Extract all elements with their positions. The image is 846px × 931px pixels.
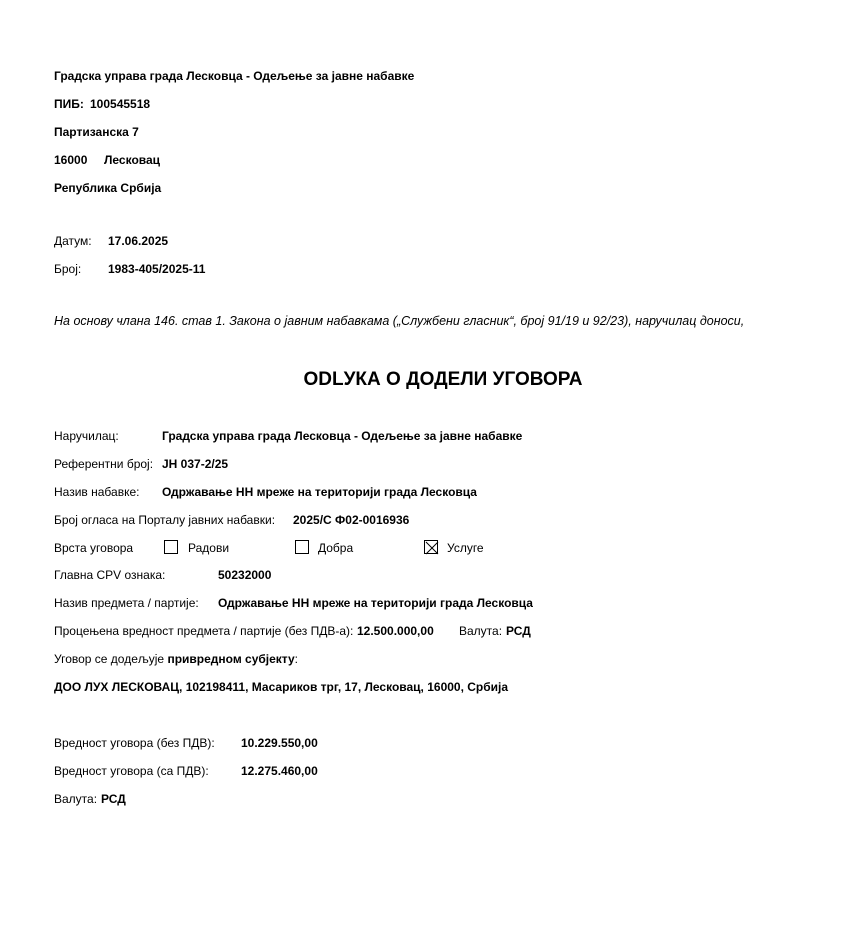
services-label: Услуге xyxy=(447,541,484,555)
estimate-label: Процењена вредност предмета / партије (без ПДВ-а): xyxy=(54,624,354,638)
final-currency-label: Валута: xyxy=(54,792,98,806)
subject-label: Назив предмета / партије: xyxy=(54,596,199,610)
goods-checkbox[interactable] xyxy=(295,540,309,554)
date-label: Датум: xyxy=(54,234,92,248)
ref-value: ЈН 037-2/25 xyxy=(162,457,229,471)
currency-label: Валута: xyxy=(459,624,503,638)
currency-value: РСД xyxy=(506,624,531,638)
org-pib: 100545518 xyxy=(90,97,151,111)
awarded-suffix: : xyxy=(294,652,299,666)
ref-label: Референтни број: xyxy=(54,457,154,471)
number-value: 1983-405/2025-11 xyxy=(108,262,206,276)
cpv-label: Главна CPV ознака: xyxy=(54,568,166,582)
org-country: Република Србија xyxy=(54,181,162,195)
works-label: Радови xyxy=(188,541,230,555)
org-zip: 16000 xyxy=(54,153,88,167)
awarded-bold: привредном субјекту xyxy=(167,652,295,666)
page-title: ODLУКА О ДОДЕЛИ УГОВОРА xyxy=(303,369,583,390)
final-currency-value: РСД xyxy=(101,792,126,806)
org-name: Градска управа града Лесковца - Одељење за јавне набавке xyxy=(54,69,415,83)
procurement-name-label: Назив набавке: xyxy=(54,485,140,499)
works-checkbox[interactable] xyxy=(164,540,178,554)
goods-label: Добра xyxy=(318,541,354,555)
winner-value: ДОО ЛУХ ЛЕСКОВАЦ, 102198411, Масариков трг, 17, Лесковац, 16000, Србија xyxy=(54,680,509,694)
buyer-value: Градска управа града Лесковца - Одељење за јавне набавке xyxy=(162,429,523,443)
estimate-value: 12.500.000,00 xyxy=(357,624,434,638)
contract-type-label: Врста уговора xyxy=(54,541,134,555)
awarded-prefix: Уговор се додељује xyxy=(54,652,165,666)
procurement-name-value: Одржавање НН мреже на територији града Лесковца xyxy=(162,485,477,499)
buyer-label: Наручилац: xyxy=(54,429,119,443)
date-value: 17.06.2025 xyxy=(108,234,169,248)
services-checkbox[interactable] xyxy=(424,540,438,554)
notice-label: Број огласа на Порталу јавних набавки: xyxy=(54,513,276,527)
awarded-line xyxy=(54,652,298,666)
cpv-value: 50232000 xyxy=(218,568,272,582)
value-excl: 10.229.550,00 xyxy=(241,736,318,750)
org-city: Лесковац xyxy=(104,153,161,167)
subject-value: Одржавање НН мреже на територији града Лесковца xyxy=(218,596,533,610)
value-incl: 12.275.460,00 xyxy=(241,764,318,778)
intro-text: На основу члана 146. став 1. Закона о јавним набавкама („Службени гласник“, број 91/19 и 92/23), наручилац доноси, xyxy=(54,314,745,328)
notice-value: 2025/С Ф02-0016936 xyxy=(293,513,410,527)
checkbox-x-icon xyxy=(425,541,439,555)
value-excl-label: Вредност уговора (без ПДВ): xyxy=(54,736,215,750)
org-pib-label: ПИБ: xyxy=(54,97,84,111)
org-street: Партизанска 7 xyxy=(54,125,139,139)
number-label: Број: xyxy=(54,262,82,276)
value-incl-label: Вредност уговора (са ПДВ): xyxy=(54,764,209,778)
